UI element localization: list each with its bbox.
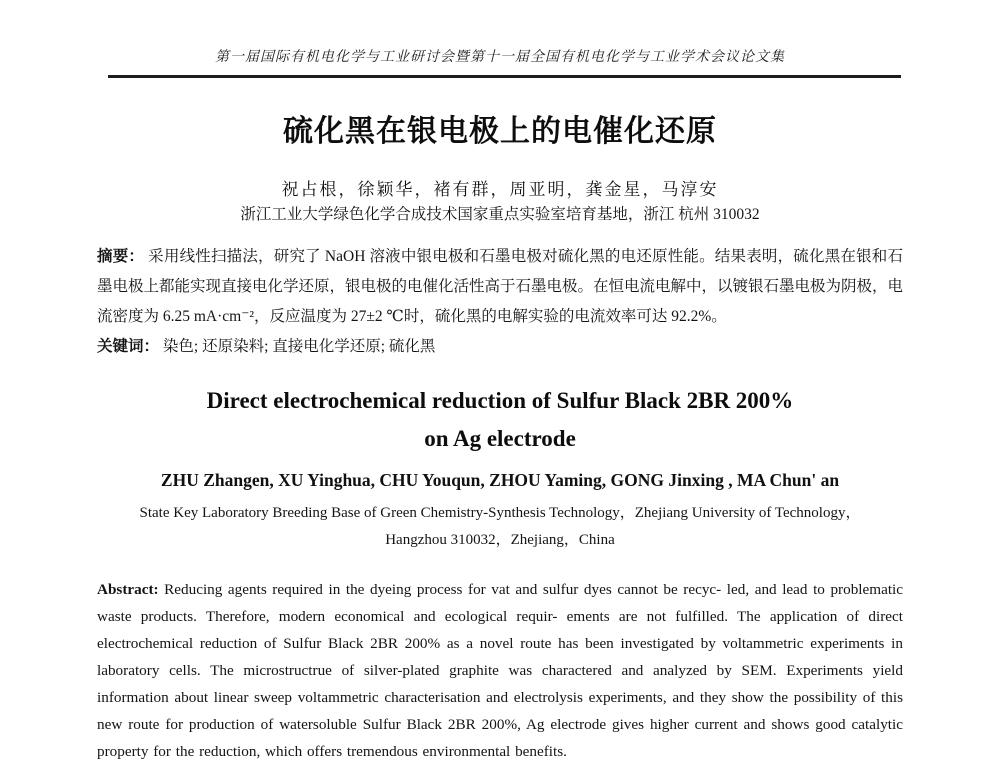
abstract-zh — [97, 242, 903, 332]
affiliation-en-line2: Hangzhou 310032，Zhejiang，China — [385, 532, 615, 548]
abstract-en-label: Abstract: — [97, 581, 159, 598]
authors-zh: 祝占根，徐颖华，褚有群，周亚明，龚金星，马淳安 — [281, 180, 719, 199]
affiliation-en — [97, 500, 903, 554]
keywords-zh — [97, 332, 903, 362]
keywords-zh-label: 关键词： — [97, 338, 160, 355]
paper-title-zh: 硫化黑在银电极上的电催化还原 — [283, 115, 717, 148]
affiliation-zh: 浙江工业大学绿色化学合成技术国家重点实验室培育基地，浙江 杭州 310032 — [240, 206, 760, 223]
abstract-zh-label: 摘要： — [97, 248, 145, 265]
paper-title-en-line2: on Ag electrode — [424, 426, 576, 451]
paper-title-en-line1: Direct electrochemical reduction of Sulfur Black 2BR 200% — [206, 388, 794, 413]
running-header — [97, 49, 903, 78]
abstract-en-text: Reducing agents required in the dyeing process for vat and sulfur dyes cannot be recyc- led, and lead to problematic waste products. Therefore, modern economical and ecological requir- ements are not fulfilled. The application of direct electrochemical reduction of Sulfur Black 2BR 200% as a novel route has been investigated by voltammetric experiments in laboratory cells. The microstructrue of silver-plated graphite was charactered and analyzed by SEM. Experiments yield information about linear sweep voltammetric characterisation and electrolysis experiments, and they show the possibility of this new route for production of watersoluble Sulfur Black 2BR 200%, Ag electrode gives higher current and shows good catalytic property for the reduction, which offers tremendous environmental benefits. — [97, 581, 903, 760]
affiliation-en-line1: State Key Laboratory Breeding Base of Green Chemistry-Synthesis Technology，Zhejiang University of Technology， — [139, 505, 861, 521]
authors-en: ZHU Zhangen, XU Yinghua, CHU Youqun, ZHOU Yaming, GONG Jinxing , MA Chun' an — [160, 470, 840, 490]
keywords-zh-text: 染色; 还原染料; 直接电化学还原; 硫化黑 — [162, 338, 436, 355]
paper-title-en — [97, 382, 903, 458]
header-rule — [108, 75, 901, 78]
abstract-en — [97, 576, 903, 760]
conference-proceedings-title: 第一届国际有机电化学与工业研讨会暨第十一届全国有机电化学与工业学术会议论文集 — [215, 50, 785, 65]
abstract-zh-text: 采用线性扫描法，研究了 NaOH 溶液中银电极和石墨电极对硫化黑的电还原性能。结果表明，硫化黑在银和石墨电极上都能实现直接电化学还原，银电极的电催化活性高于石墨电极。在恒电流电解中，以镀银石墨电极为阴极，电流密度为 6.25 mA·cm⁻²，反应温度为 27±2 ℃时，硫化黑的电解实验的电流效率可达 92.2%。 — [97, 248, 904, 325]
